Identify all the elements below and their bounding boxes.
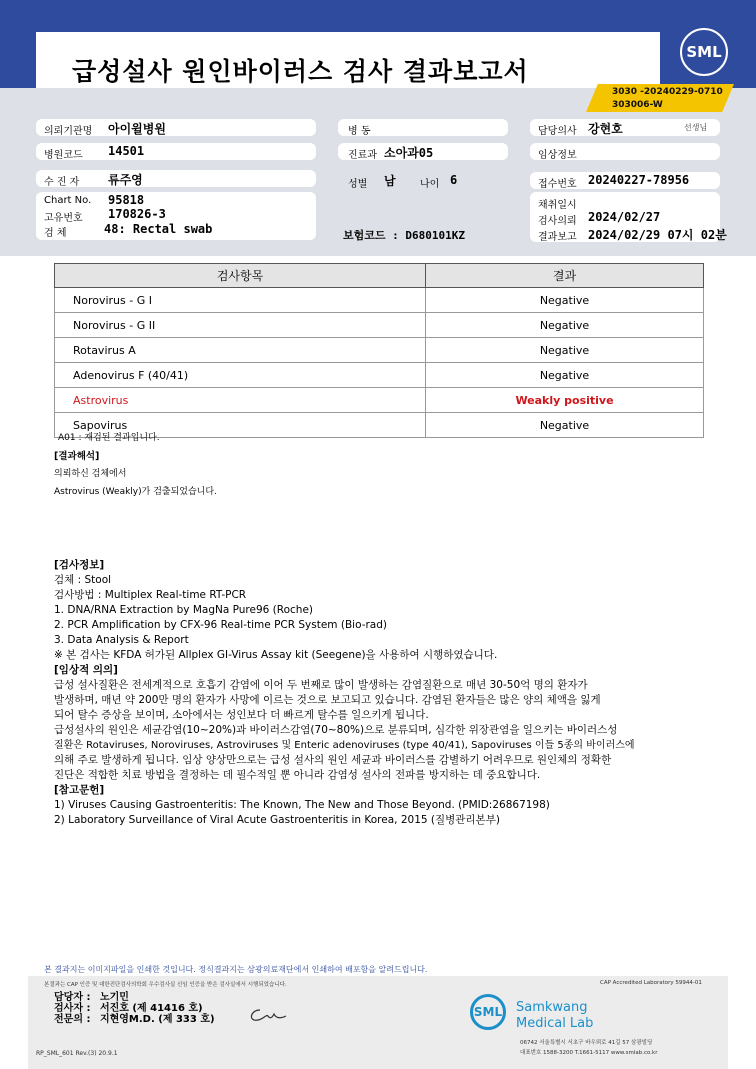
sex-label: 성별 — [348, 179, 368, 190]
accreditation-note: 본결과는 CAP 인증 및 대한진단검사의학회 우수검사실 신임 인증을 받은 검사실에서 시행되었습니다. — [44, 982, 287, 988]
report-code-line2: 303006-W — [612, 100, 663, 110]
test-info-line: 3. Data Analysis & Report — [54, 634, 189, 646]
col-item-header: 검사항목 — [55, 264, 426, 288]
clinical-line: 의해 주로 발생하게 됩니다. 임상 양상만으로는 급성 설사의 원인 세균과 바이러스를 감별하기 어려우므로 원인체의 정확한 — [54, 754, 612, 766]
report-value: 2024/02/29 07시 02분 — [588, 228, 727, 242]
test-info-section — [54, 558, 635, 828]
doctor-suffix: 선생님 — [684, 123, 708, 132]
collect-label: 채취일시 — [538, 200, 577, 211]
results-header-row — [55, 264, 704, 288]
col-result-header: 결과 — [426, 264, 704, 288]
table-row — [55, 338, 704, 363]
request-value: 2024/02/27 — [588, 210, 661, 224]
table-row-positive — [55, 388, 704, 413]
interpretation-title: [결과해석] — [54, 451, 100, 462]
interpretation-line: Astrovirus (Weakly)가 검출되었습니다. — [54, 487, 217, 497]
test-info-line: 검체 : Stool — [54, 574, 112, 586]
name-value: 류주영 — [108, 173, 143, 187]
reference-line: 2) Laboratory Surveillance of Viral Acute Gastroenteritis in Korea, 2015 (질병관리본부) — [54, 814, 500, 826]
specimen-value: 48: Rectal swab — [104, 222, 213, 236]
retest-note: A01 : 재검된 결과입니다. — [58, 433, 160, 443]
staff1-label: 담당자 : — [54, 992, 91, 1003]
clinical-line: 되어 탈수 증상을 보이며, 소아에서는 성인보다 더 빠르게 탈수를 일으키게 됩니다. — [54, 709, 429, 721]
doctor-value: 강현호 — [588, 122, 623, 136]
cap-number: CAP Accredited Laboratory 59944-01 — [600, 980, 702, 986]
test-result: Negative — [426, 313, 704, 338]
test-item: Norovirus - G II — [55, 313, 426, 338]
report-code — [612, 86, 723, 112]
clinical-label: 임상정보 — [538, 150, 577, 161]
interpretation-line: 의뢰하신 검체에서 — [54, 469, 127, 479]
test-result: Negative — [426, 338, 704, 363]
test-item: Sapovirus — [55, 413, 426, 438]
clinical-line: 급성설사의 원인은 세균감염(10~20%)과 바이러스감염(70~80%)으로 분류되며, 심각한 위장관염을 일으키는 바이러스성 — [54, 724, 618, 736]
doctor-label: 담당의사 — [538, 126, 577, 137]
staff1-value: 노기민 — [99, 992, 129, 1003]
insurance-code: 보험코드 : D680101KZ — [343, 229, 465, 242]
hospital-value: 아이윌병원 — [108, 122, 166, 136]
code-label: 병원코드 — [44, 150, 83, 161]
page-title: 급성설사 원인바이러스 검사 결과보고서 — [72, 57, 529, 86]
staff2-value: 서진호 (제 41416 호) — [99, 1003, 203, 1014]
test-result: Negative — [426, 288, 704, 313]
lab-phone: 대표번호 1588-3200 T.1661-5117 www.smlab.co.kr — [520, 1050, 658, 1056]
results-table — [54, 263, 704, 438]
image-notice: 본 결과지는 이미지파일을 인쇄한 것입니다. 정식결과지는 삼광의료재단에서 인쇄하여 배포함을 알려드립니다. — [44, 965, 428, 974]
test-info-line: ※ 본 검사는 KFDA 허가된 Allplex GI-Virus Assay kit (Seegene)을 사용하여 시행하였습니다. — [54, 649, 498, 661]
reference-line: 1) Viruses Causing Gastroenteritis: The Known, The New and Those Beyond. (PMID:26867198) — [54, 799, 550, 811]
hospital-label: 의뢰기관명 — [44, 126, 93, 137]
dept-value: 소아과05 — [384, 146, 434, 160]
request-label: 검사의뢰 — [538, 216, 577, 227]
unique-label: 고유번호 — [44, 213, 83, 224]
test-info-line: 2. PCR Amplification by CFX-96 Real-time PCR System (Bio-rad) — [54, 619, 387, 631]
test-item: Norovirus - G I — [55, 288, 426, 313]
chart-value: 95818 — [108, 193, 145, 207]
form-code: RP_SML_601 Rev.(3) 20.9.1 — [36, 1050, 118, 1057]
dept-label: 진료과 — [348, 150, 377, 161]
report-code-line1: 3030 -20240229-0710 — [612, 87, 723, 97]
test-info-line: 1. DNA/RNA Extraction by MagNa Pure96 (Roche) — [54, 604, 314, 616]
table-row — [55, 288, 704, 313]
report-label: 결과보고 — [538, 232, 577, 243]
staff-block — [54, 992, 215, 1025]
receipt-value: 20240227-78956 — [588, 173, 690, 187]
clinical-title: [임상적 의의] — [54, 664, 118, 676]
clinical-line: 발생하며, 매년 약 200만 명의 환자가 사망에 이르는 것으로 보고되고 있습니다. 감염된 환자들은 많은 양의 체액을 잃게 — [54, 694, 601, 706]
test-result: Negative — [426, 413, 704, 438]
signature-image — [246, 1004, 296, 1024]
test-item: Adenovirus F (40/41) — [55, 363, 426, 388]
age-value: 6 — [450, 173, 458, 187]
staff2-label: 검사자 : — [54, 1003, 91, 1014]
test-item: Astrovirus — [55, 388, 426, 413]
lab-name — [516, 1000, 593, 1032]
samkwang-logo-icon: SML — [470, 994, 506, 1030]
name-label: 수 진 자 — [44, 177, 80, 188]
test-item: Rotavirus A — [55, 338, 426, 363]
specimen-label: 검 체 — [44, 228, 67, 239]
clinical-line: 급성 설사질환은 전세계적으로 호흡기 감염에 이어 두 번째로 많이 발생하는 감염질환으로 매년 30-50억 명의 환자가 — [54, 679, 588, 691]
clinical-line: 질환은 Rotaviruses, Noroviruses, Astroviruses 및 Enteric adenoviruses (type 40/41), Sapoviruses 이들 5종의 바이러스에 — [54, 740, 635, 751]
sex-value: 남 — [384, 174, 396, 188]
clinical-line: 진단은 적합한 치료 방법을 결정하는 데 필수적일 뿐 아니라 감염성 설사의 전파를 방지하는 데 중요합니다. — [54, 769, 541, 781]
receipt-label: 접수번호 — [538, 179, 577, 190]
reference-title: [참고문헌] — [54, 784, 105, 796]
test-info-title: [검사정보] — [54, 559, 105, 571]
sml-logo: SML — [680, 28, 728, 76]
lab-name-line2: Medical Lab — [516, 1016, 594, 1031]
chart-label: Chart No. — [44, 195, 92, 206]
lab-address: 06742 서울특별시 서초구 바우뫼로 41길 57 삼광빌딩 — [520, 1040, 653, 1046]
age-label: 나이 — [420, 179, 440, 190]
table-row — [55, 313, 704, 338]
unique-value: 170826-3 — [108, 207, 166, 221]
code-value: 14501 — [108, 144, 145, 158]
table-row — [55, 363, 704, 388]
test-result: Negative — [426, 363, 704, 388]
staff3-value: 지현영M.D. (제 333 호) — [99, 1014, 215, 1025]
lab-name-line1: Samkwang — [516, 1000, 588, 1015]
test-result: Weakly positive — [426, 388, 704, 413]
ward-label: 병 동 — [348, 126, 371, 137]
staff3-label: 전문의 : — [54, 1014, 91, 1025]
test-info-line: 검사방법 : Multiplex Real-time RT-PCR — [54, 589, 247, 601]
